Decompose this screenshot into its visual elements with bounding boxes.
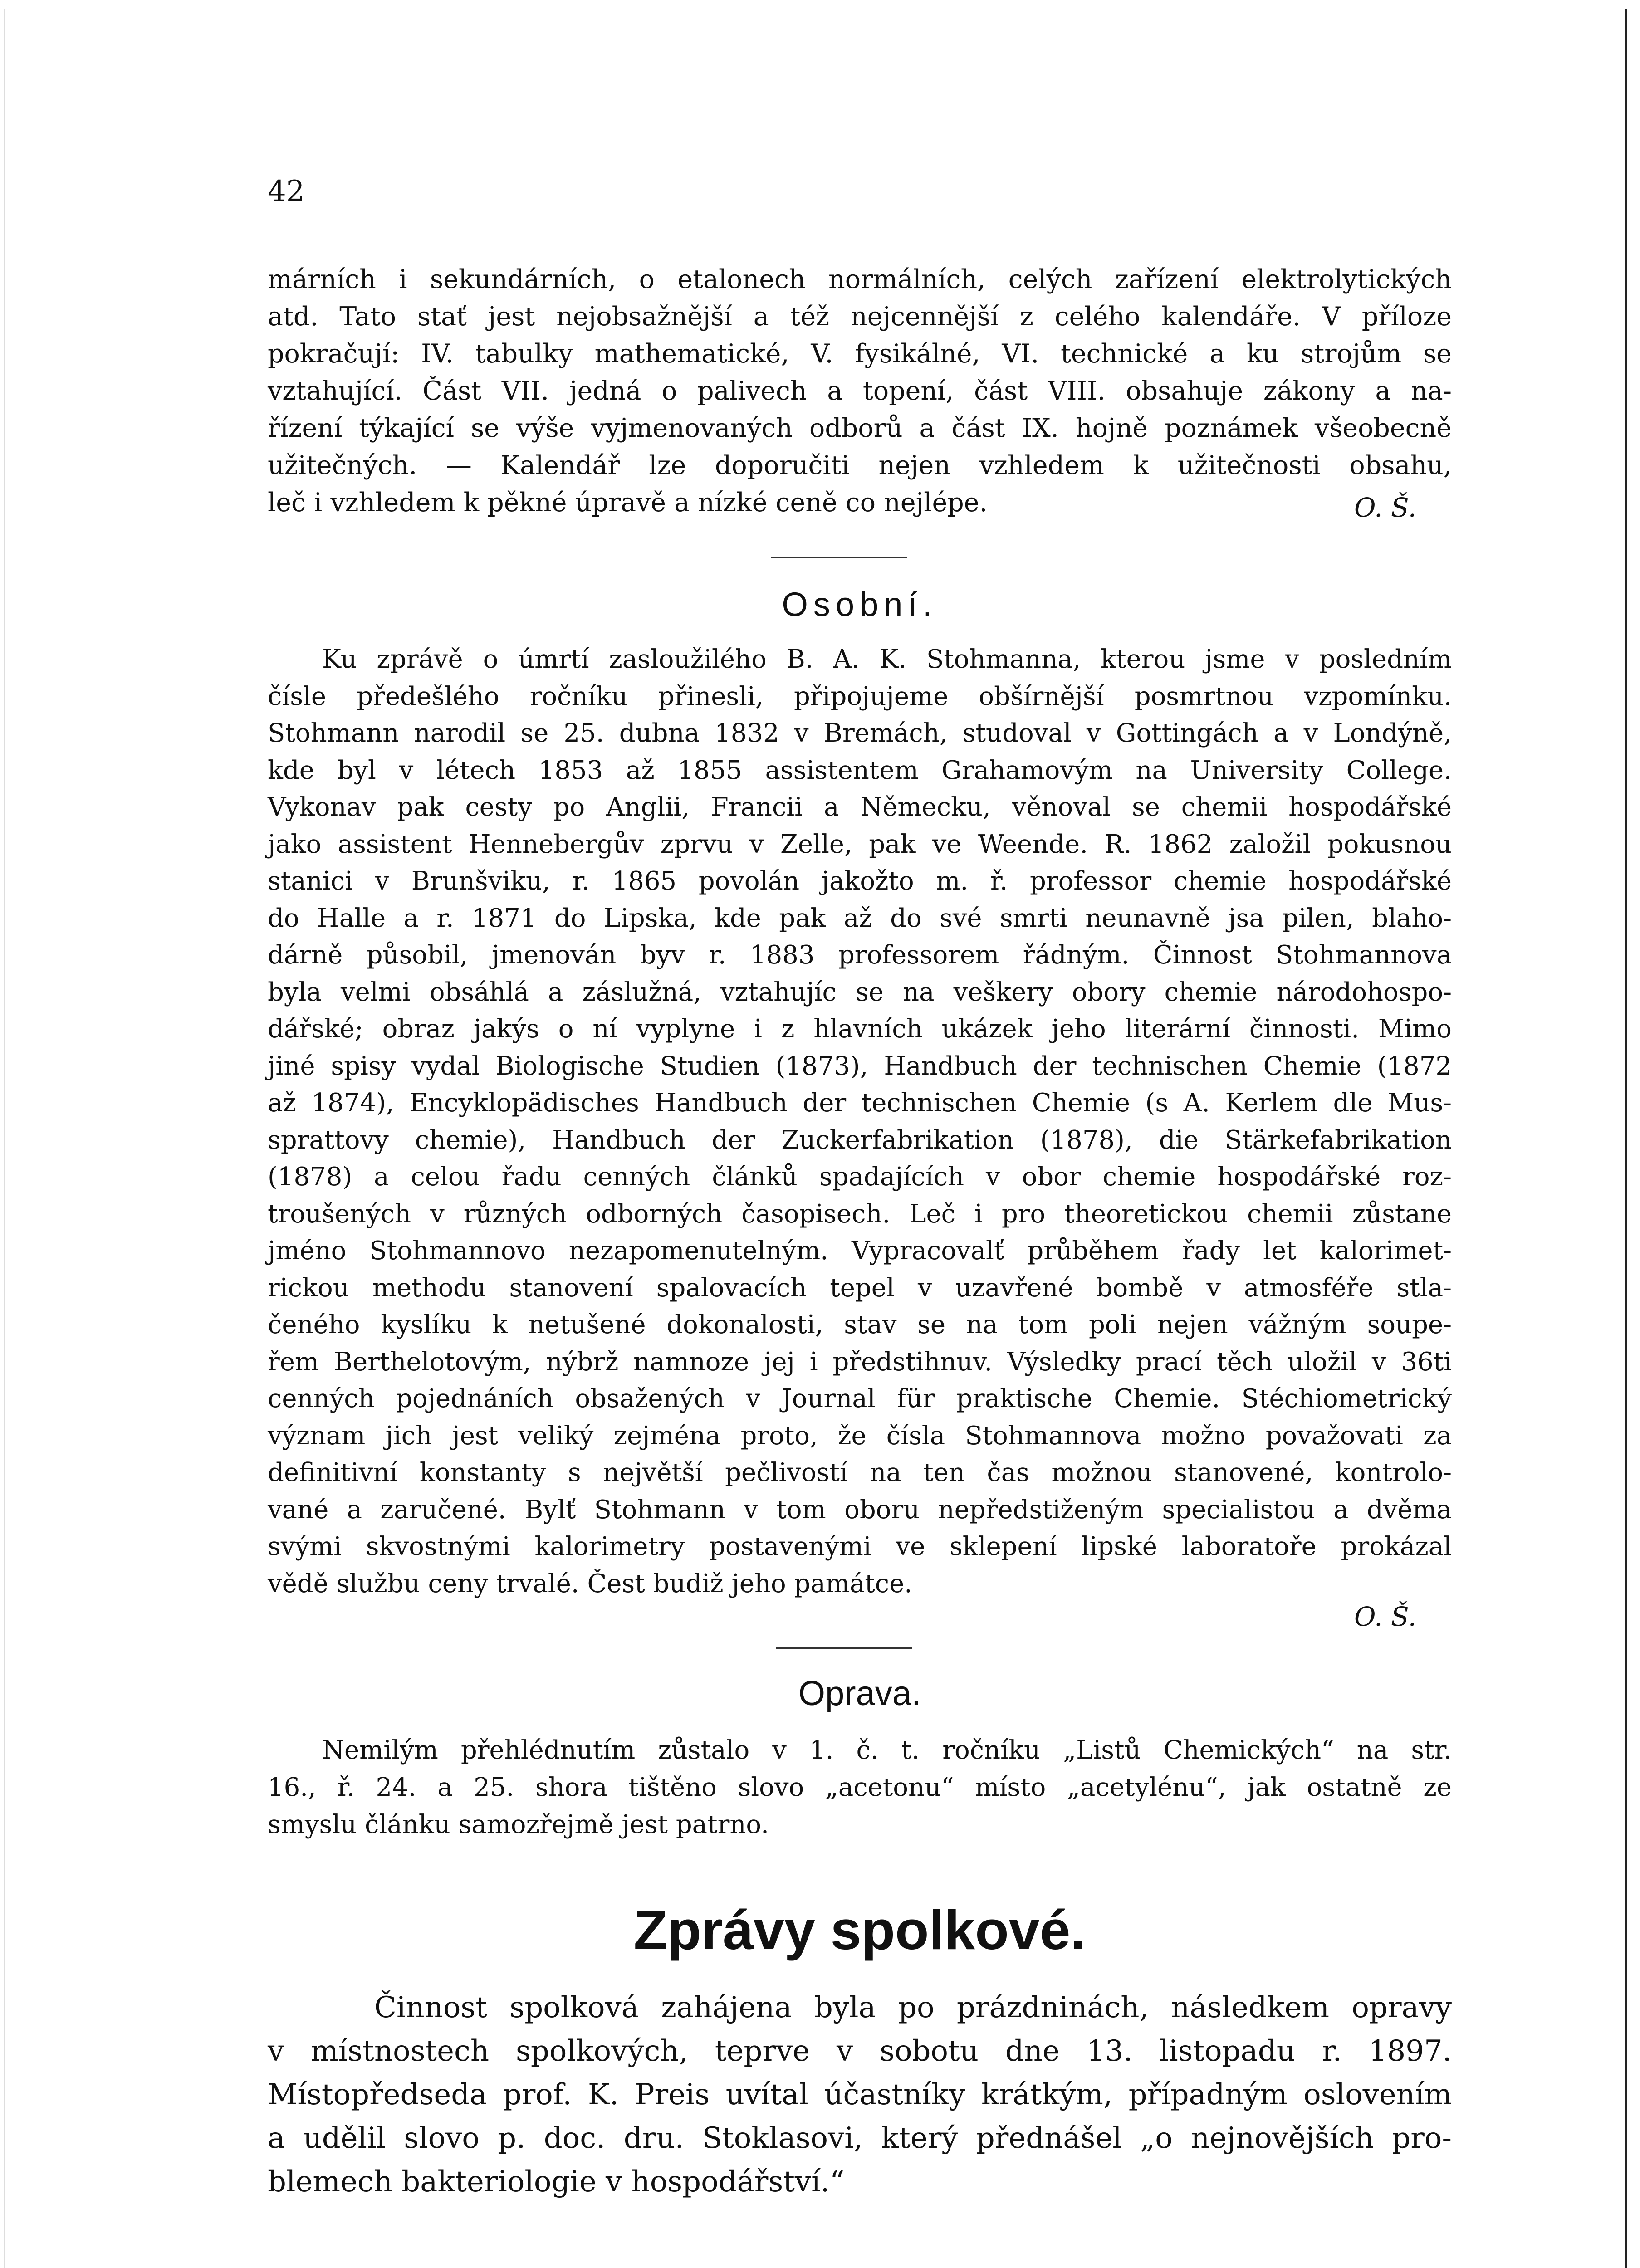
text-line: blemech bakteriologie v hospodářství.“ [268, 2165, 845, 2199]
paragraph-obituary [268, 641, 1452, 1602]
text-line: byla velmi obsáhlá a záslužná, vztahujíc se na veškery obory chemie národohospo- [268, 977, 1452, 1007]
section-divider [776, 1647, 912, 1649]
text-line: kde byl v létech 1853 až 1855 assistentem Grahamovým na University College. [268, 755, 1452, 785]
text-line: Ku zprávě o úmrtí zasloužilého B. A. K. Stohmanna, kterou jsme v posledním [322, 645, 1452, 674]
text-line: řízení týkající se výše vyjmenovaných odborů a část IX. hojně poznámek všeobecně [268, 413, 1452, 443]
text-line: v místnostech spolkových, teprve v sobotu dne 13. listopadu r. 1897. [268, 2034, 1452, 2068]
text-line: svými skvostnými kalorimetry postavenými ve sklepení lipské laboratoře prokázal [268, 1532, 1452, 1561]
text-line: leč i vzhledem k pěkné úpravě a nízké ceně co nejlépe. [268, 488, 988, 518]
signature-2: O. Š. [1354, 1601, 1417, 1632]
text-line: smyslu článku samozřejmě jest patrno. [268, 1810, 769, 1839]
heading-osobni: Osobní. [782, 586, 938, 623]
text-line: až 1874), Encyklopädisches Handbuch der technischen Chemie (s A. Kerlem dle Mus- [268, 1088, 1452, 1118]
text-line: Stohmann narodil se 25. dubna 1832 v Bremách, studoval v Gottingách a v Londýně, [268, 719, 1452, 748]
paragraph-society-news [268, 1986, 1452, 2204]
text-line: dárně působil, jmenován byv r. 1883 professorem řádným. Činnost Stohmannova [268, 940, 1452, 970]
paragraph-correction [268, 1732, 1452, 1843]
heading-oprava: Oprava. [798, 1674, 921, 1713]
text-line: Nemilým přehlédnutím zůstalo v 1. č. t. ročníku „Listů Chemických“ na str. [322, 1735, 1452, 1765]
text-line: jako assistent Hennebergův zprvu v Zelle, pak ve Weende. R. 1862 založil pokusnou [268, 829, 1452, 859]
text-line: čeného kyslíku k netušené dokonalosti, stav se na tom poli nejen vážným soupe- [268, 1310, 1452, 1339]
text-line: 16., ř. 24. a 25. shora tištěno slovo „acetonu“ místo „acetylénu“, jak ostatně ze [268, 1773, 1452, 1802]
text-line: vědě službu ceny trvalé. Čest budiž jeho památce. [268, 1569, 913, 1598]
text-line: definitivní konstanty s největší pečlivostí na ten čas možnou stanovené, kontrolo- [268, 1458, 1452, 1487]
text-line: Místopředseda prof. K. Preis uvítal účastníky krátkým, případným oslovením [268, 2078, 1452, 2112]
text-line: a udělil slovo p. doc. dru. Stoklasovi, který přednášel „o nejnovějších pro- [268, 2121, 1452, 2155]
heading-zpravy-spolkove: Zprávy spolkové. [633, 1899, 1086, 1961]
text-line: troušených v různých odborných časopisech. Leč i pro theoretickou chemii zůstane [268, 1199, 1452, 1229]
text-line: jméno Stohmannovo nezapomenutelným. Vypracovalť průběhem řady let kalorimet- [268, 1236, 1452, 1266]
text-line: pokračují: IV. tabulky mathematické, V. fysikálné, VI. technické a ku strojům se [268, 339, 1452, 369]
text-line: jiné spisy vydal Biologische Studien (1873), Handbuch der technischen Chemie (1872 [268, 1051, 1452, 1081]
paragraph-calendar-review [268, 261, 1452, 521]
text-line: význam jich jest veliký zejména proto, že čísla Stohmannova možno považovati za [268, 1421, 1452, 1451]
text-line: čísle předešlého ročníku přinesli, připojujeme obšírnější posmrtnou vzpomínku. [268, 681, 1452, 711]
text-line: Činnost spolková zahájena byla po prázdninách, následkem opravy [374, 1991, 1452, 2024]
text-line: vztahující. Část VII. jedná o palivech a topení, část VIII. obsahuje zákony a na- [268, 376, 1452, 406]
text-line: užitečných. — Kalendář lze doporučiti nejen vzhledem k užitečnosti obsahu, [268, 450, 1452, 480]
section-divider [771, 557, 907, 558]
page-number: 42 [268, 175, 305, 208]
text-line: atd. Tato stať jest nejobsažnější a též nejcennější z celého kalendáře. V příloze [268, 302, 1452, 332]
text-line: sprattovy chemie), Handbuch der Zuckerfabrikation (1878), die Stärkefabrikation [268, 1125, 1452, 1155]
text-line: stanici v Brunšviku, r. 1865 povolán jakožto m. ř. professor chemie hospodářské [268, 866, 1452, 896]
text-line: řem Berthelotovým, nýbrž namnoze jej i předstihnuv. Výsledky prací těch uložil v 36ti [268, 1347, 1452, 1377]
text-line: vané a zaručené. Bylť Stohmann v tom oboru nepředstiženým specialistou a dvěma [268, 1495, 1452, 1525]
text-line: Vykonav pak cesty po Anglii, Francii a Německu, věnoval se chemii hospodářské [268, 792, 1452, 822]
signature-1: O. Š. [1354, 492, 1417, 523]
text-line: (1878) a celou řadu cenných článků spadajících v obor chemie hospodářské roz- [268, 1162, 1452, 1192]
text-line: rickou methodu stanovení spalovacích tepel v uzavřené bombě v atmosféře stla- [268, 1273, 1452, 1303]
text-line: dářské; obraz jakýs o ní vyplyne i z hlavních ukázek jeho literární činnosti. Mimo [268, 1014, 1452, 1044]
text-line: cenných pojednáních obsažených v Journal für praktische Chemie. Stéchiometrický [268, 1384, 1452, 1413]
text-line: do Halle a r. 1871 do Lipska, kde pak až do své smrti neunavně jsa pilen, blaho- [268, 903, 1452, 933]
text-line: márních i sekundárních, o etalonech normálních, celých zařízení elektrolytických [268, 264, 1452, 294]
